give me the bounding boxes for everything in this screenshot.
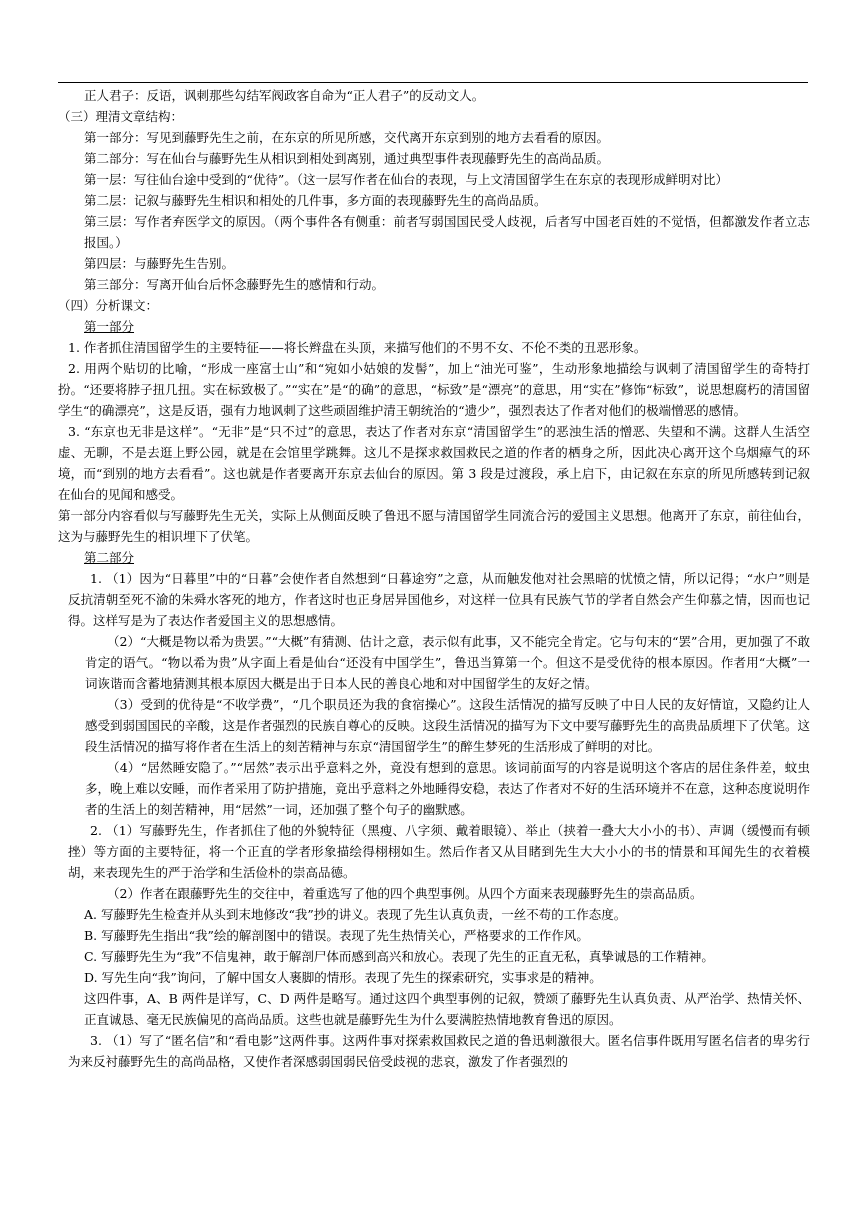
paragraph: 第一部分内容看似与写藤野先生无关，实际上从侧面反映了鲁迅不愿与清国留学生同流合污的爱国主义思想。他离开了东京，前往仙台，这为与藤野先生的相识埋下了伏笔。	[58, 508, 810, 544]
paragraph: 2. （1）写藤野先生，作者抓住了他的外貌特征（黑瘦、八字须、戴着眼镜）、举止（挟着一叠大大小小的书）、声调（缓慢而有顿挫）等方面的主要特征，将一个正直的学者形象描绘得栩栩如生。然后作者又从目睹到先生大大小小的书的情景和耳闻先生的衣着模胡，来表现先生的严于治学和生活俭朴的崇高品德。	[68, 823, 810, 880]
paragraph: 第二层：记叙与藤野先生相识和相处的几件事，多方面的表现藤野先生的高尚品质。	[84, 193, 547, 208]
paragraph: 1. （1）因为“日暮里”中的“日暮”会使作者自然想到“日暮途穷”之意，从而触发他对社会黑暗的忧愤之情，所以记得；“水户”则是反抗清朝至死不渝的朱舜水客死的地方，作者这时也正身居异国他乡，对这样一位具有民族气节的学者自然会产生仰慕之情，因而也记得。这样写是为了表达作者爱国主义的思想感情。	[68, 571, 810, 628]
paragraph: 第一部分	[84, 319, 135, 334]
paragraph: A. 写藤野先生检查并从头到末地修改“我”抄的讲义。表现了先生认真负责，一丝不苟的工作态度。	[84, 907, 627, 922]
header-rule	[58, 82, 808, 83]
paragraph: 第一层：写往仙台途中受到的“优待”。（这一层写作者在仙台的表现，与上文清国留学生在东京的表现形成鲜明对比）	[84, 172, 729, 187]
paragraph: （3）受到的优待是“不收学费”，“几个职员还为我的食宿操心”。这段生活情况的描写反映了中日人民的友好情谊，又隐约让人感受到弱国国民的辛酸，这是作者强烈的民族自尊心的反映。这段生活情况的描写为下文中要写藤野先生的高贵品质埋下了伏笔。这段生活情况的描写将作者在生活上的刻苦精神与东京“清国留学生”的醉生梦死的生活形成了鲜明的对比。	[85, 697, 811, 754]
paragraph: （4）“居然睡安隐了。”“居然”表示出乎意料之外，竟没有想到的意思。该词前面写的内容是说明这个客店的居住条件差，蚊虫多，晚上难以安睡，而作者采用了防护措施，竟出乎意料之外地睡得安稳，表达了作者对不好的生活环境并不在意，这种态度说明作者的生活上的刻苦精神，用“居然”一词，还加强了整个句子的幽默感。	[85, 760, 811, 817]
paragraph: 第三部分：写离开仙台后怀念藤野先生的感情和行动。	[84, 277, 385, 292]
paragraph: 第二部分：写在仙台与藤野先生从相识到相处到离别，通过典型事件表现藤野先生的高尚品质。	[84, 151, 610, 166]
document-body	[58, 85, 810, 1072]
paragraph: 第三层：写作者弃医学文的原因。（两个事件各有侧重：前者写弱国国民受人歧视，后者写中国老百姓的不觉悟，但都激发作者立志报国。）	[84, 214, 810, 250]
paragraph: （2）作者在跟藤野先生的交往中，着重选写了他的四个典型事例。从四个方面来表现藤野先生的崇高品质。	[107, 886, 703, 901]
paragraph: B. 写藤野先生指出“我”绘的解剖图中的错误。表现了先生热情关心，严格要求的工作作风。	[84, 928, 589, 943]
paragraph: 3. “东京也无非是这样”。“无非”是“只不过”的意思，表达了作者对东京“清国留学生”的恶浊生活的憎恶、失望和不满。这群人生活空虚、无聊，不是去逛上野公园，就是在会馆里学跳舞。这儿不是探求救国救民之道的作者的栖身之所，因此决心离开这个乌烟瘴气的环境，而“到别的地方去看看”。这也就是作者要离开东京去仙台的原因。第 3 段是过渡段，承上启下，由记叙在东京的所见所感转到记叙在仙台的见闻和感受。	[58, 424, 810, 502]
paragraph: D. 写先生向“我”询问，了解中国女人裹脚的情形。表现了先生的探索研究，实事求是的精神。	[84, 970, 602, 985]
paragraph: 这四件事，A、B 两件是详写，C、D 两件是略写。通过这四个典型事例的记叙，赞颂了藤野先生认真负责、从严治学、热情关怀、正直诚恳、毫无民族偏见的高尚品质。这些也就是藤野先生为什么要满腔热情地教育鲁迅的原因。	[84, 991, 810, 1027]
paragraph: C. 写藤野先生为“我”不信鬼神，敢于解剖尸体而感到高兴和放心。表现了先生的正直无私，真挚诚恳的工作精神。	[84, 949, 714, 964]
paragraph: 1. 作者抓住清国留学生的主要特征——将长辫盘在头顶，来描写他们的不男不女、不伦不类的丑恶形象。	[68, 340, 647, 355]
paragraph: 2. 用两个贴切的比喻，“形成一座富士山”和“宛如小姑娘的发髻”，加上“油光可鉴”，生动形象地描绘与讽刺了清国留学生的奇特打扮。“还要将脖子扭几扭。实在标致极了。”“实在”是“的确”的意思，“标致”是“漂亮”的意思，用“实在”修饰“标致”，说思想腐朽的清国留学生“的确漂亮”，这是反语，强有力地讽刺了这些顽固维护清王朝统治的“遗少”，强烈表达了作者对他们的极端憎恶的感情。	[58, 361, 810, 418]
paragraph: （四）分析课文：	[58, 298, 159, 313]
paragraph: 3. （1）写了“匿名信”和“看电影”这两件事。这两件事对探索救国救民之道的鲁迅刺激很大。匿名信事件既用写匿名信者的卑劣行为来反衬藤野先生的高尚品格，又使作者深感弱国弱民倍受歧视的悲哀，激发了作者强烈的	[68, 1033, 810, 1069]
paragraph: 第二部分	[84, 550, 135, 565]
paragraph: （三）理清文章结构：	[58, 109, 184, 124]
paragraph: 第一部分：写见到藤野先生之前，在东京的所见所感，交代离开东京到别的地方去看看的原因。	[84, 130, 610, 145]
paragraph: 第四层：与藤野先生告别。	[84, 256, 235, 271]
paragraph: （2）“大概是物以希为贵罢。”“大概”有猜测、估计之意，表示似有此事，又不能完全肯定。它与句末的“罢”合用，更加强了不敢肯定的语气。“物以希为贵”从字面上看是仙台“还没有中国学生”，鲁迅当算第一个。但这不是受优待的根本原因。作者用“大概”一词诙谐而含蓄地猜测其根本原因大概是出于日本人民的善良心地和对中国留学生的友好之情。	[85, 634, 810, 691]
paragraph: 正人君子：反语，讽刺那些勾结军阀政客自命为“正人君子”的反动文人。	[84, 88, 485, 103]
